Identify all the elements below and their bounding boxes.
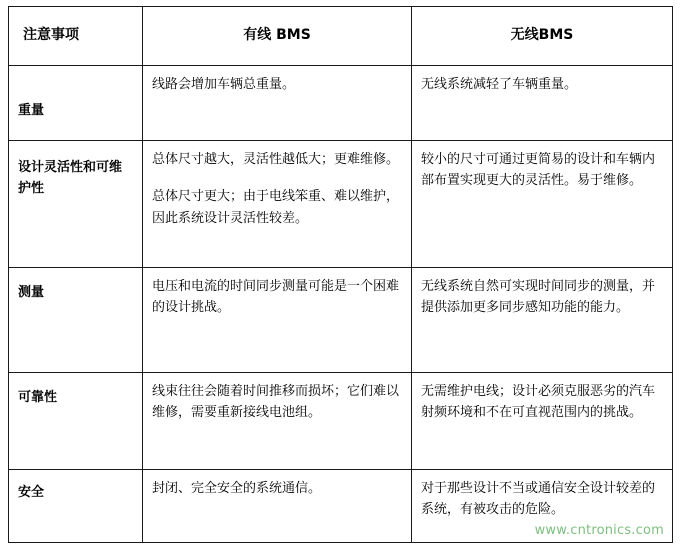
cell-paragraph: 线束往往会随着时间推移而损坏；它们难以维修，需要重新接线电池组。 <box>152 384 400 421</box>
row-label-text: 设计灵活性和可维护性 <box>18 160 123 197</box>
cell-paragraph: 对于那些设计不当或通信安全设计较差的系统，有被攻击的危险。 <box>421 481 656 518</box>
cell-weight-wired <box>143 66 412 141</box>
cell-paragraph: 封闭、完全安全的系统通信。 <box>152 481 322 496</box>
row-label-text: 可靠性 <box>18 390 58 405</box>
cell-flexibility-wired <box>143 141 412 268</box>
site-watermark: www.cntronics.com <box>534 523 664 538</box>
cell-paragraph: 总体尺寸更大；由于电线笨重、难以维护，因此系统设计灵活性较差。 <box>152 189 400 226</box>
cell-paragraph: 较小的尺寸可通过更简易的设计和车辆内部布置实现更大的灵活性。易于维修。 <box>421 152 656 189</box>
row-label-measurement <box>9 268 143 373</box>
comparison-table <box>8 6 673 543</box>
cell-paragraph: 总体尺寸越大，灵活性越低大；更难维修。 <box>152 152 400 167</box>
cell-safety-wired <box>143 470 412 543</box>
row-label-weight <box>9 66 143 141</box>
column-header-considerations: 注意事项 <box>9 7 143 66</box>
table-header-row <box>9 7 673 66</box>
cell-paragraph: 电压和电流的时间同步测量可能是一个困难的设计挑战。 <box>152 279 400 316</box>
comparison-table-container <box>8 6 672 543</box>
cell-paragraph: 线路会增加车辆总重量。 <box>152 77 296 92</box>
table-row <box>9 141 673 268</box>
row-label-design-flexibility <box>9 141 143 268</box>
row-label-text: 重量 <box>18 103 45 118</box>
row-label-text: 安全 <box>18 485 45 500</box>
cell-measurement-wired <box>143 268 412 373</box>
cell-reliability-wireless <box>412 373 673 470</box>
cell-reliability-wired <box>143 373 412 470</box>
table-row <box>9 66 673 141</box>
table-row <box>9 268 673 373</box>
cell-paragraph: 无线系统自然可实现时间同步的测量，并提供添加更多同步感知功能的能力。 <box>421 279 656 316</box>
cell-paragraph: 无需维护电线；设计必须克服恶劣的汽车射频环境和不在可直视范围内的挑战。 <box>421 384 656 421</box>
row-label-text: 测量 <box>18 285 45 300</box>
table-body <box>9 66 673 543</box>
cell-paragraph: 无线系统减轻了车辆重量。 <box>421 77 578 92</box>
row-label-reliability <box>9 373 143 470</box>
cell-weight-wireless <box>412 66 673 141</box>
row-label-safety <box>9 470 143 543</box>
column-header-wired-bms: 有线 BMS <box>143 7 412 66</box>
cell-flexibility-wireless <box>412 141 673 268</box>
column-header-wireless-bms: 无线BMS <box>412 7 673 66</box>
table-row <box>9 373 673 470</box>
table-header <box>9 7 673 66</box>
cell-measurement-wireless <box>412 268 673 373</box>
